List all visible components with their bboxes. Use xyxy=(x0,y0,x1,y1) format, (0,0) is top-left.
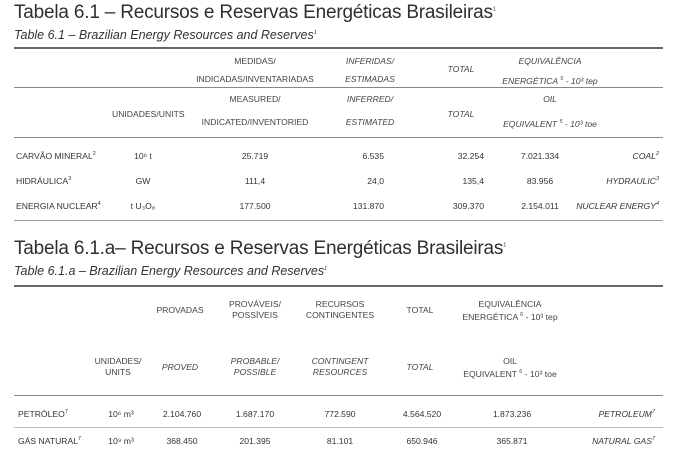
t2-h-proved-pt: PROVADAS xyxy=(156,305,204,315)
t2-row-proved: 368.450 xyxy=(166,436,198,446)
t1-row-unit: GW xyxy=(135,176,151,186)
t1-row-inferred: 131.870 xyxy=(352,201,384,211)
t2-row-contingent: 772.590 xyxy=(324,409,356,419)
t1-row-equivalence: 83.956 xyxy=(526,176,554,186)
table2-title-footnote: 1 xyxy=(503,242,507,249)
t2-h-equivalence-en: OIL EQUIVALENT $^6$ - 10³ toe xyxy=(463,356,557,379)
t2-row-proved: 2.104.760 xyxy=(162,409,202,419)
t1-header-divider xyxy=(14,87,663,88)
t2-row-contingent: 81.101 xyxy=(326,436,354,446)
t2-row-divider xyxy=(14,427,663,428)
table2-subtitle-footnote: 1 xyxy=(324,265,328,272)
t1-body-divider xyxy=(14,137,663,138)
t2-row-label-en: PETROLEUM$^7$ xyxy=(598,409,655,419)
t2-h-contingent-en: CONTINGENT RESOURCES xyxy=(311,356,369,377)
t2-row-label-pt: PETRÓLEO$^7$ xyxy=(18,409,68,419)
t2-h-total-pt: TOTAL xyxy=(406,305,434,315)
table1-subtitle-footnote: 1 xyxy=(313,29,317,36)
t1-row-label-en: NUCLEAR ENERGY$^4$ xyxy=(576,201,659,211)
t1-row-inferred: 6.535 xyxy=(362,151,384,161)
t2-h-probable-en: PROBABLE/ POSSIBLE xyxy=(230,356,280,377)
table1-title-footnote: 1 xyxy=(492,6,496,13)
t1-h-equivalence-en: OIL EQUIVALENT $^5$ - 10³ toe xyxy=(503,94,597,129)
t1-row-measured: 177.500 xyxy=(239,201,271,211)
table2-title: Tabela 6.1.a– Recursos e Reservas Energéticas Brasileiras$^1$ xyxy=(14,238,507,259)
t2-row-equivalence: 1.873.236 xyxy=(492,409,532,419)
t1-row-inferred: 24,0 xyxy=(367,176,384,186)
table2-top-rule xyxy=(14,285,663,287)
table1-title: Tabela 6.1 – Recursos e Reservas Energéticas Brasileiras$^1$ xyxy=(14,2,496,23)
t1-h-total-pt: TOTAL xyxy=(447,64,475,74)
t2-row-probable: 1.687.170 xyxy=(235,409,275,419)
t1-row-total: 135,4 xyxy=(462,176,484,186)
t1-row-label-pt: HIDRÁULICA$^3$ xyxy=(16,176,72,186)
t1-h-measured-en: MEASURED/ INDICATED/INVENTORIED xyxy=(201,94,309,127)
t1-h-units: UNIDADES/UNITS xyxy=(112,109,185,119)
t1-row-equivalence: 7.021.334 xyxy=(520,151,560,161)
t1-h-total-en: TOTAL xyxy=(447,109,475,119)
t2-h-contingent-pt: RECURSOS CONTINGENTES xyxy=(305,299,375,320)
t2-row-total: 4.564.520 xyxy=(402,409,442,419)
t1-row-label-pt: CARVÃO MINERAL$^2$ xyxy=(16,151,96,161)
t2-h-probable-pt: PROVÁVEIS/ POSSÍVEIS xyxy=(228,299,282,320)
t1-h-inferred-pt: INFERIDAS/ ESTIMADAS xyxy=(345,56,395,84)
table2-subtitle: Table 6.1.a – Brazilian Energy Resources and Reserves$^1$ xyxy=(14,264,328,278)
t2-h-proved-en: PROVED xyxy=(161,362,199,372)
t1-row-label-en: HYDRAULIC$^3$ xyxy=(606,176,659,186)
t2-h-total-en: TOTAL xyxy=(406,362,434,372)
table1-top-rule xyxy=(14,47,663,49)
t1-h-measured-pt: MEDIDAS/ INDICADAS/INVENTARIADAS xyxy=(196,56,314,84)
t1-bottom-rule xyxy=(14,220,663,221)
t1-h-equivalence-pt: EQUIVALÊNCIA ENERGÉTICA $^5$ - 10³ tep xyxy=(502,56,598,86)
t1-row-label-en: COAL$^2$ xyxy=(632,151,659,161)
t1-row-total: 32.254 xyxy=(457,151,484,161)
t1-row-measured: 111,4 xyxy=(244,176,266,186)
t1-row-label-pt: ENERGIA NUCLEAR$^4$ xyxy=(16,201,101,211)
t2-row-probable: 201.395 xyxy=(239,436,271,446)
t1-row-measured: 25.719 xyxy=(241,151,269,161)
t2-row-unit: 10⁹ m³ xyxy=(108,436,134,446)
t1-h-inferred-en: INFERRED/ ESTIMATED xyxy=(345,94,395,127)
t1-row-unit: t U₃O₈ xyxy=(130,201,156,211)
t2-h-equivalence-pt: EQUIVALÊNCIA ENERGÉTICA $^6$ - 10³ tep xyxy=(462,299,558,322)
t1-row-total: 309.370 xyxy=(452,201,484,211)
t2-row-total: 650.946 xyxy=(406,436,438,446)
t2-row-unit: 10⁶ m³ xyxy=(108,409,134,419)
t2-row-label-en: NATURAL GAS$^7$ xyxy=(592,436,655,446)
t1-row-equivalence: 2.154.011 xyxy=(521,201,559,211)
t1-row-unit: 10⁶ t xyxy=(134,151,152,161)
t2-body-divider xyxy=(14,395,663,396)
t2-row-equivalence: 365.871 xyxy=(496,436,528,446)
table1-subtitle: Table 6.1 – Brazilian Energy Resources and Reserves$^1$ xyxy=(14,28,317,42)
t2-row-label-pt: GÁS NATURAL$^7$ xyxy=(18,436,82,446)
t2-h-units: UNIDADES/ UNITS xyxy=(94,356,142,377)
